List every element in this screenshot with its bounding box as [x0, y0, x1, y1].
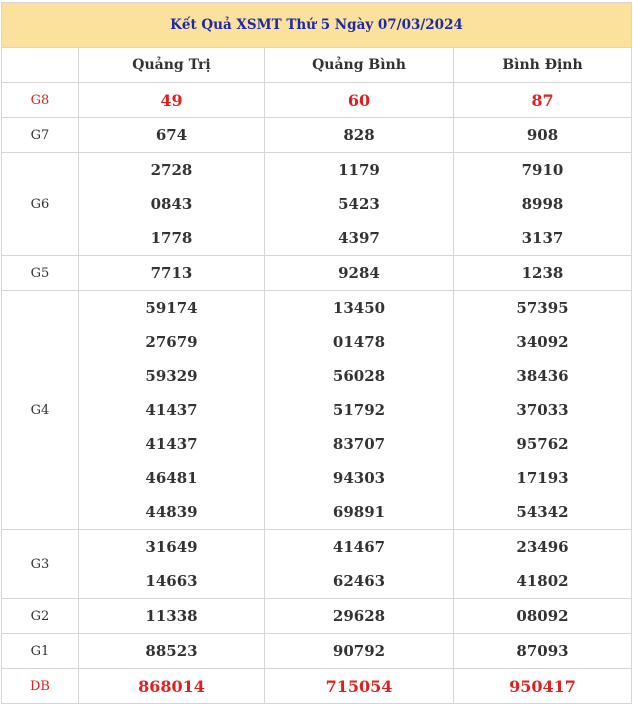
result-number: 11338 — [79, 599, 265, 634]
prize-row-g4 — [2, 427, 632, 461]
result-number: 49 — [79, 83, 265, 118]
province-header-row — [2, 48, 632, 83]
result-number: 27679 — [79, 325, 265, 359]
result-number: 41437 — [79, 427, 265, 461]
result-number: 62463 — [265, 564, 454, 599]
result-number: 1778 — [79, 221, 265, 256]
result-number: 59329 — [79, 359, 265, 393]
prize-label-g2: G2 — [2, 599, 79, 634]
province-header-quang-binh[interactable]: Quảng Bình — [265, 48, 454, 83]
prize-row-g4 — [2, 291, 632, 326]
result-number: 51792 — [265, 393, 454, 427]
prize-row-g3 — [2, 564, 632, 599]
result-number: 2728 — [79, 153, 265, 188]
result-number: 14663 — [79, 564, 265, 599]
prize-row-g6 — [2, 187, 632, 221]
result-number: 29628 — [265, 599, 454, 634]
prize-row-g2 — [2, 599, 632, 634]
prize-label-db: DB — [2, 669, 79, 704]
result-number: 4397 — [265, 221, 454, 256]
result-number: 674 — [79, 118, 265, 153]
prize-label-g4: G4 — [2, 291, 79, 530]
result-number: 87093 — [454, 634, 632, 669]
result-number: 57395 — [454, 291, 632, 326]
result-number: 08092 — [454, 599, 632, 634]
prize-label-g3: G3 — [2, 530, 79, 599]
result-number: 01478 — [265, 325, 454, 359]
result-number: 3137 — [454, 221, 632, 256]
result-number: 715054 — [265, 669, 454, 704]
results-body — [2, 83, 632, 704]
prize-row-g6 — [2, 221, 632, 256]
prize-row-g4 — [2, 359, 632, 393]
prize-row-g6 — [2, 153, 632, 188]
result-number: 38436 — [454, 359, 632, 393]
result-number: 868014 — [79, 669, 265, 704]
result-number: 908 — [454, 118, 632, 153]
result-number: 46481 — [79, 461, 265, 495]
result-number: 0843 — [79, 187, 265, 221]
result-number: 828 — [265, 118, 454, 153]
result-number: 56028 — [265, 359, 454, 393]
result-number: 17193 — [454, 461, 632, 495]
result-number: 95762 — [454, 427, 632, 461]
prize-label-g5: G5 — [2, 256, 79, 291]
result-number: 88523 — [79, 634, 265, 669]
prize-row-db — [2, 669, 632, 704]
result-number: 7713 — [79, 256, 265, 291]
result-number: 23496 — [454, 530, 632, 565]
prize-label-g1: G1 — [2, 634, 79, 669]
results-table — [1, 2, 632, 704]
result-number: 1238 — [454, 256, 632, 291]
result-number: 90792 — [265, 634, 454, 669]
result-number: 69891 — [265, 495, 454, 530]
result-number: 54342 — [454, 495, 632, 530]
prize-row-g3 — [2, 530, 632, 565]
result-number: 7910 — [454, 153, 632, 188]
result-number: 9284 — [265, 256, 454, 291]
prize-row-g8 — [2, 83, 632, 118]
result-number: 41802 — [454, 564, 632, 599]
result-number: 31649 — [79, 530, 265, 565]
table-title: Kết Quả XSMT Thứ 5 Ngày 07/03/2024 — [2, 3, 632, 48]
result-number: 83707 — [265, 427, 454, 461]
prize-row-g4 — [2, 461, 632, 495]
result-number: 34092 — [454, 325, 632, 359]
result-number: 8998 — [454, 187, 632, 221]
province-header-quang-tri[interactable]: Quảng Trị — [79, 48, 265, 83]
result-number: 41437 — [79, 393, 265, 427]
prize-row-g4 — [2, 495, 632, 530]
prize-label-g6: G6 — [2, 153, 79, 256]
prize-row-g4 — [2, 325, 632, 359]
result-number: 60 — [265, 83, 454, 118]
prize-row-g5 — [2, 256, 632, 291]
result-number: 5423 — [265, 187, 454, 221]
result-number: 13450 — [265, 291, 454, 326]
prize-label-g7: G7 — [2, 118, 79, 153]
result-number: 950417 — [454, 669, 632, 704]
prize-row-g7 — [2, 118, 632, 153]
result-number: 59174 — [79, 291, 265, 326]
prize-row-g1 — [2, 634, 632, 669]
province-header-binh-dinh[interactable]: Bình Định — [454, 48, 632, 83]
result-number: 87 — [454, 83, 632, 118]
result-number: 1179 — [265, 153, 454, 188]
result-number: 41467 — [265, 530, 454, 565]
result-number: 94303 — [265, 461, 454, 495]
prize-row-g4 — [2, 393, 632, 427]
result-number: 44839 — [79, 495, 265, 530]
prize-label-g8: G8 — [2, 83, 79, 118]
prize-header-empty — [2, 48, 79, 83]
result-number: 37033 — [454, 393, 632, 427]
